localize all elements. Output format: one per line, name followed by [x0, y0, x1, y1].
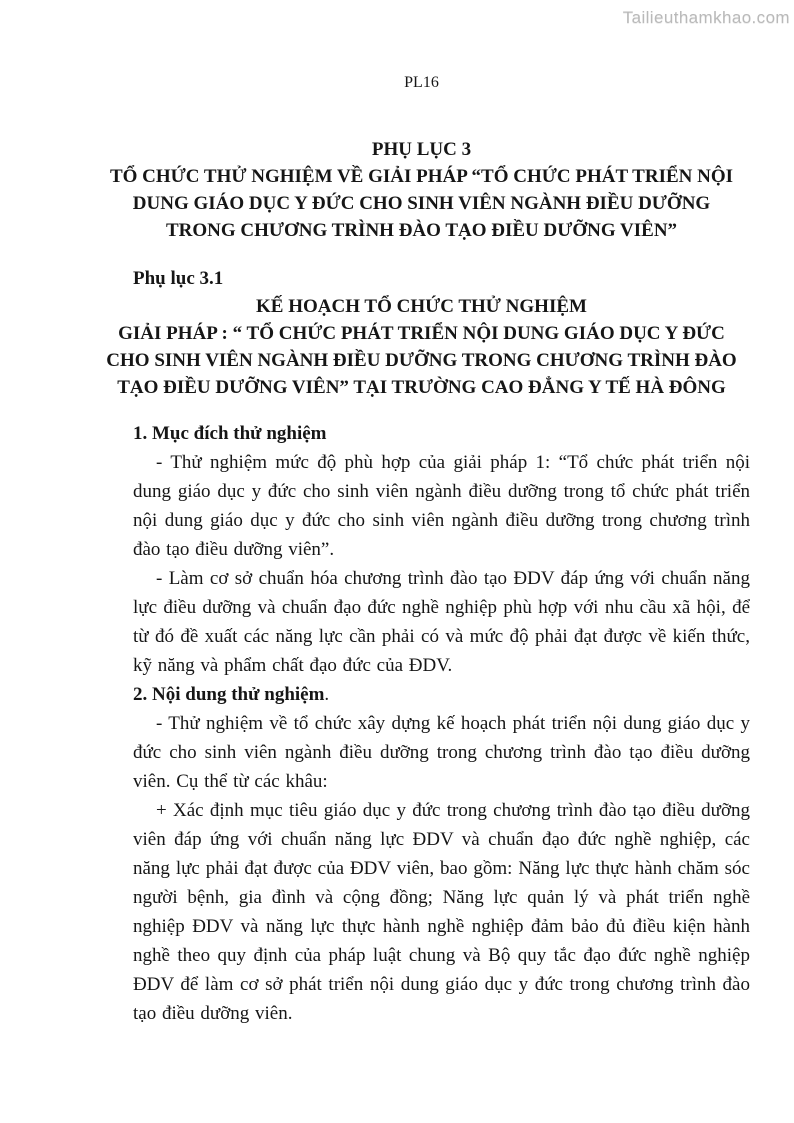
plan-title-line: GIẢI PHÁP : “ TỔ CHỨC PHÁT TRIỂN NỘI DUNG GIÁO DỤC Y ĐỨC — [118, 323, 725, 344]
body-paragraph: + Xác định mục tiêu giáo dục y đức trong chương trình đào tạo điều dưỡng viên đáp ứng với chuẩn năng lực ĐDV và chuẩn đạo đức nghề nghiệp, các năng lực phải đạt được của ĐDV viên, bao gồm: Năng lực thực hành chăm sóc người bệnh, gia đình và cộng đồng; Năng lực quản lý và phát triển nghề nghiệp ĐDV và năng lực thực hành nghề nghiệp đảm bảo đủ điều kiện hành nghề theo quy định của pháp luật chung và Bộ quy tắc đạo đức nghề nghiệp ĐDV để làm cơ sở phát triển nội dung giáo dục y đức trong chương trình đào tạo điều dưỡng viên. — [133, 800, 750, 1024]
plan-title-line: KẾ HOẠCH TỔ CHỨC THỬ NGHIỆM — [256, 296, 587, 317]
text-column — [106, 0, 750, 1123]
section-heading-text: 1. Mục đích thử nghiệm — [133, 423, 327, 444]
appendix-title-line: PHỤ LỤC 3 — [371, 139, 472, 160]
section-heading — [133, 680, 750, 709]
section-heading — [133, 419, 750, 448]
sub-appendix-label: Phụ lục 3.1 — [133, 268, 224, 289]
body-paragraph: - Thử nghiệm về tổ chức xây dựng kế hoạch phát triển nội dung giáo dục y đức cho sinh viên ngành điều dưỡng trong chương trình đào tạo điều dưỡng viên. Cụ thể từ các khâu: — [133, 713, 750, 792]
appendix-title — [109, 136, 734, 244]
plan-title-line: TẠO ĐIỀU DƯỠNG VIÊN” TẠI TRƯỜNG CAO ĐẲNG Y TẾ HÀ ĐÔNG — [117, 377, 726, 398]
plan-title-line: CHO SINH VIÊN NGÀNH ĐIỀU DƯỠNG TRONG CHƯƠNG TRÌNH ĐÀO — [106, 350, 737, 371]
appendix-title-line: TRONG CHƯƠNG TRÌNH ĐÀO TẠO ĐIỀU DƯỠNG VIÊN” — [165, 220, 678, 241]
page-code: PL16 — [404, 74, 439, 91]
document-body — [133, 419, 750, 1028]
plan-title — [106, 293, 737, 401]
section-heading-text: 2. Nội dung thử nghiệm — [133, 684, 325, 705]
appendix-title-line: TỔ CHỨC THỬ NGHIỆM VỀ GIẢI PHÁP “TỔ CHỨC PHÁT TRIỂN NỘI — [109, 166, 734, 187]
body-paragraph: - Thử nghiệm mức độ phù hợp của giải pháp 1: “Tổ chức phát triển nội dung giáo dục y đức cho sinh viên ngành điều dưỡng trong tổ chức phát triển nội dung giáo dục y đức cho sinh viên ngành điều dưỡng trong chương trình đào tạo điều dưỡng viên”. — [133, 452, 750, 560]
appendix-title-line: DUNG GIÁO DỤC Y ĐỨC CHO SINH VIÊN NGÀNH ĐIỀU DƯỠNG — [132, 193, 711, 214]
body-paragraph: - Làm cơ sở chuẩn hóa chương trình đào tạo ĐDV đáp ứng với chuẩn năng lực điều dưỡng và chuẩn đạo đức nghề nghiệp phù hợp với nhu cầu xã hội, để từ đó đề xuất các năng lực cần phải có và mức độ phải đạt được về kiến thức, kỹ năng và phẩm chất đạo đức của ĐDV. — [133, 568, 750, 676]
section-heading-tail: . — [324, 684, 330, 705]
watermark: Tailieuthamkhao.com — [622, 8, 790, 27]
